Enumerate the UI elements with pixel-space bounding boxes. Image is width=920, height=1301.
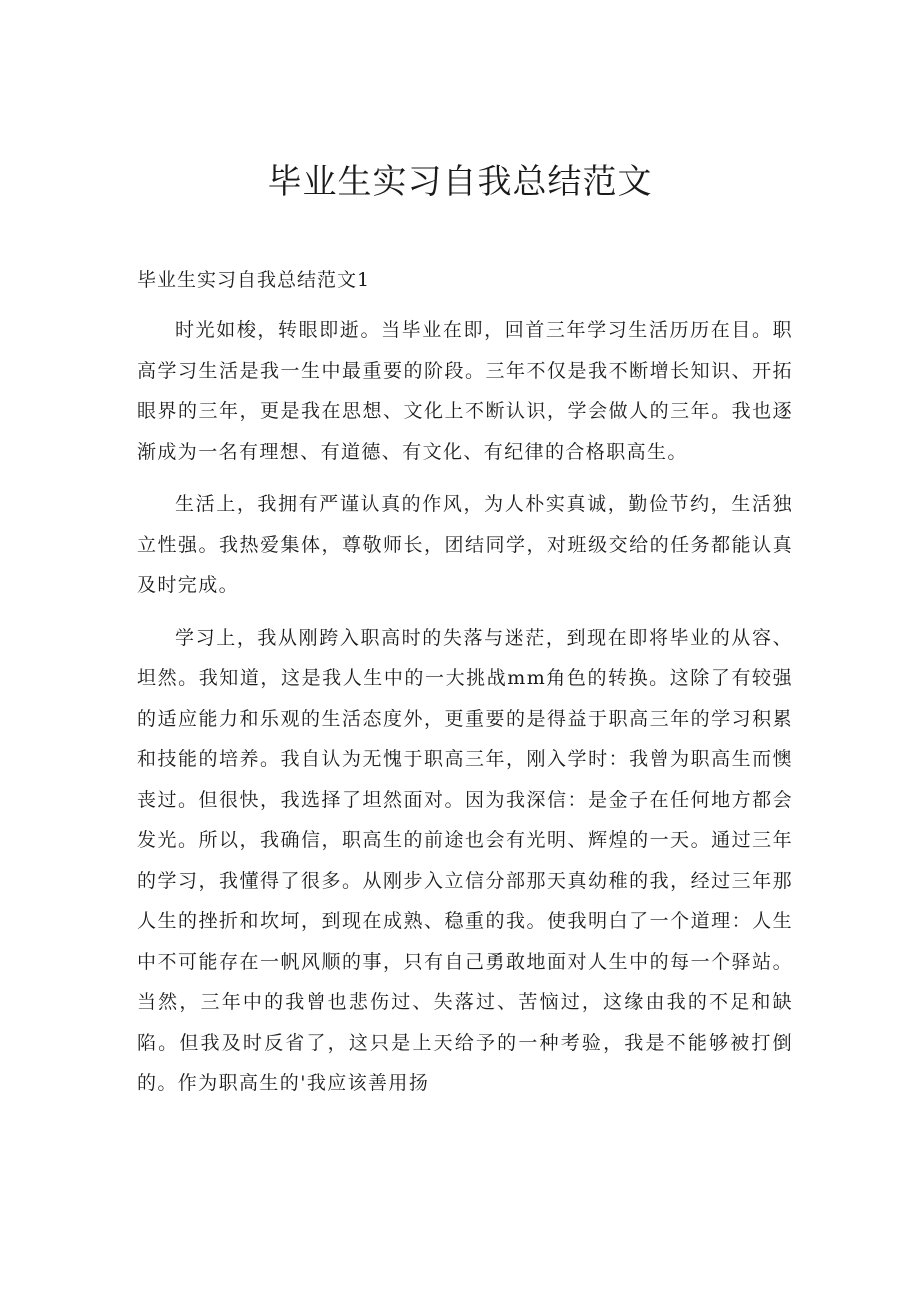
paragraph-intro: 时光如梭，转眼即逝。当毕业在即，回首三年学习生活历历在目。职高学习生活是我一生中最重要的阶段。三年不仅是我不断增长知识、开拓眼界的三年，更是我在思想、文化上不断认识，学会做人的三年。我也逐渐成为一名有理想、有道德、有文化、有纪律的合格职高生。 xyxy=(137,319,793,463)
paragraph-study: 学习上，我从刚跨入职高时的失落与迷茫，到现在即将毕业的从容、坦然。我知道，这是我人生中的一大挑战mm角色的转换。这除了有较强的适应能力和乐观的生活态度外，更重要的是得益于职高三年的学习积累和技能的培养。我自认为无愧于职高三年，刚入学时：我曾为职高生而懊丧过。但很快，我选择了坦然面对。因为我深信：是金子在任何地方都会发光。所以，我确信，职高生的前途也会有光明、辉煌的一天。通过三年的学习，我懂得了很多。从刚步入立信分部那天真幼稚的我，经过三年那人生的挫折和坎坷，到现在成熟、稳重的我。使我明白了一个道理：人生中不可能存在一帆风顺的事，只有自己勇敢地面对人生中的每一个驿站。当然，三年中的我曾也悲伤过、失落过、苦恼过，这缘由我的不足和缺陷。但我及时反省了，这只是上天给予的一种考验，我是不能够被打倒的。作为职高生的'我应该善用扬 xyxy=(137,626,793,1094)
document-title: 毕业生实习自我总结范文 xyxy=(267,162,653,202)
document-body xyxy=(137,310,793,1116)
paragraph-life: 生活上，我拥有严谨认真的作风，为人朴实真诚，勤俭节约，生活独立性强。我热爱集体，尊敬师长，团结同学，对班级交给的任务都能认真及时完成。 xyxy=(137,493,793,596)
section-heading: 毕业生实习自我总结范文1 xyxy=(137,269,371,291)
